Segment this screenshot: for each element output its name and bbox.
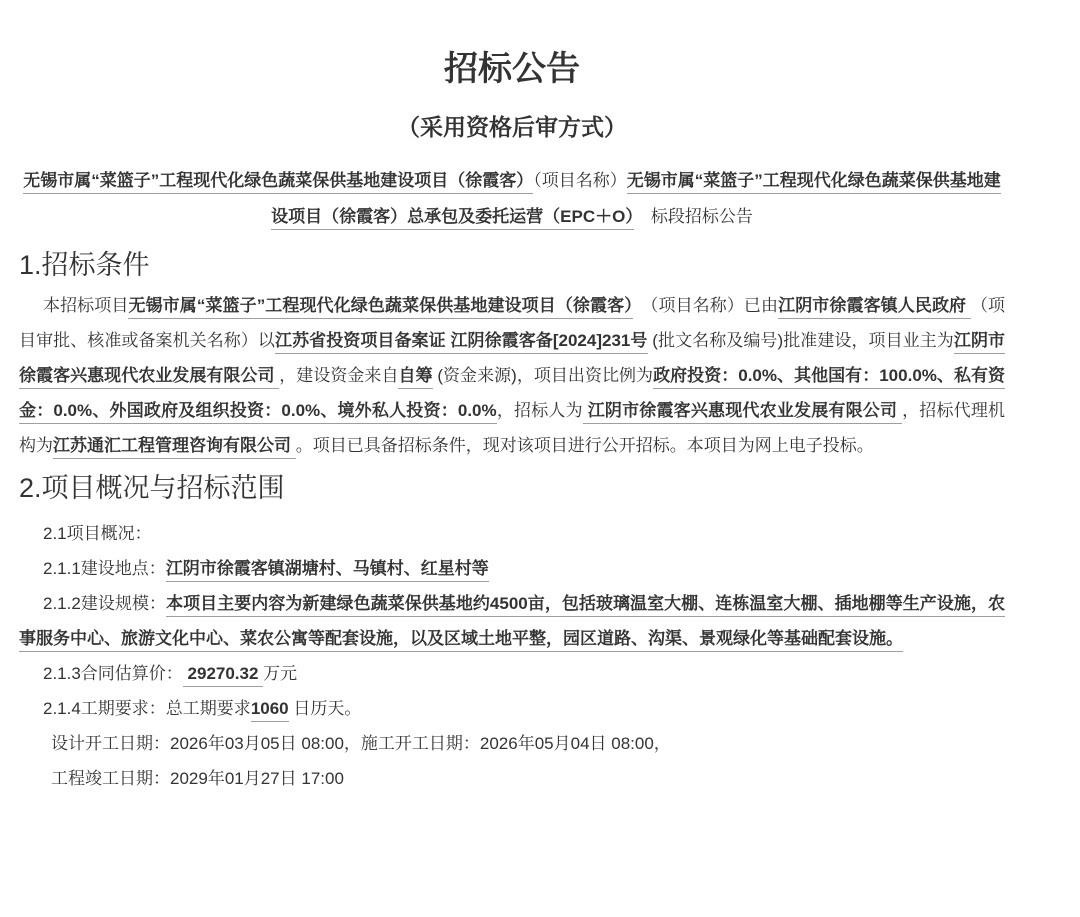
section-2-heading: 2.项目概况与招标范围 (19, 473, 285, 503)
emphasized-underlined-text: 自筹 (398, 366, 432, 389)
item-completion-date (19, 761, 1005, 796)
item-start-dates (19, 726, 1005, 761)
text-run: （项目名称）已由 (632, 296, 779, 315)
emphasized-underlined-text: 无锡市属“菜篮子”工程现代化绿色蔬菜保供基地建设项目（徐霞客） (128, 296, 632, 319)
text-run: 2.1.4工期要求：总工期要求 (43, 699, 251, 718)
section-1-heading: 1.招标条件 (19, 250, 150, 280)
emphasized-underlined-text: 江苏通汇工程管理咨询有限公司 (53, 436, 296, 459)
announcement-page (0, 52, 1080, 917)
text-run: 标段招标公告 (633, 207, 753, 226)
emphasized-underlined-text: 江苏省投资项目备案证 江阴徐霞客备[2024]231号 (275, 331, 648, 354)
emphasized-underlined-text: 1060 (251, 699, 289, 722)
document-subtitle: （采用资格后审方式） (397, 114, 627, 140)
text-run: 万元 (263, 664, 298, 683)
text-run: ，建设资金来自 (279, 366, 399, 385)
project-name-intro-paragraph (19, 163, 1005, 235)
emphasized-underlined-text: 本项目主要内容为新建绿色蔬菜保供基地约4500亩，包括玻璃温室大棚、连栋温室大棚、插地棚等生产设施，农事服务中心、旅游文化中心、菜农公寓等配套设施，以及区域土地平整，园区道路、沟渠、景观绿化等基础配套设施。 (19, 594, 1005, 652)
item-construction-location (19, 551, 1005, 586)
emphasized-underlined-text: 江阴市徐霞客镇湖塘村、马镇村、红星村等 (166, 559, 489, 582)
text-run: (批文名称及编号)批准建设，项目业主为 (647, 331, 954, 350)
text-run: 2.1.3合同估算价： (43, 664, 183, 683)
emphasized-underlined-text: 江阴市徐霞客兴惠现代农业发展有限公司 (19, 331, 1005, 389)
text-run: 设计开工日期：2026年03月05日 08:00，施工开工日期：2026年05月04日 08:00， (51, 734, 671, 753)
item-duration-requirement (19, 691, 1005, 726)
text-run: （项目审批、核准或备案机关名称）以 (19, 296, 1006, 350)
text-run: 2.1项目概况： (43, 524, 152, 543)
text-run: （项目名称） (533, 171, 627, 190)
emphasized-underlined-text: 29270.32 (183, 664, 263, 687)
emphasized-underlined-text: 无锡市属“菜篮子”工程现代化绿色蔬菜保供基地建设项目（徐霞客）总承包及委托运营（EPC＋O） (271, 171, 1001, 230)
text-run: ，招标人为 (496, 401, 583, 420)
text-run: 日历天。 (288, 699, 362, 718)
text-run: 本招标项目 (43, 296, 129, 315)
text-run: 2.1.2建设规模： (43, 594, 167, 613)
emphasized-underlined-text: 江阴市徐霞客兴惠现代农业发展有限公司 (583, 401, 902, 424)
emphasized-underlined-text: 江阴市徐霞客镇人民政府 (778, 296, 971, 319)
text-run: 工程竣工日期：2029年01月27日 17:00 (51, 769, 344, 788)
section-1-bidding-conditions-paragraph (19, 288, 1005, 463)
document-title: 招标公告 (444, 50, 580, 88)
emphasized-underlined-text: 政府投资：0.0%、其他国有：100.0%、私有资金：0.0%、外国政府及组织投资：0.0%、境外私人投资：0.0% (19, 366, 1005, 424)
emphasized-underlined-text: 无锡市属“菜篮子”工程现代化绿色蔬菜保供基地建设项目（徐霞客） (23, 171, 533, 194)
text-run: 。项目已具备招标条件，现对该项目进行公开招标。本项目为网上电子投标。 (295, 436, 874, 455)
item-project-overview (19, 516, 1005, 551)
text-run: ，招标代理机构为 (19, 401, 1006, 455)
item-contract-estimate-price (19, 656, 1005, 691)
item-construction-scale (19, 586, 1005, 656)
text-run: 2.1.1建设地点： (43, 559, 166, 578)
text-run: (资金来源)，项目出资比例为 (432, 366, 654, 385)
